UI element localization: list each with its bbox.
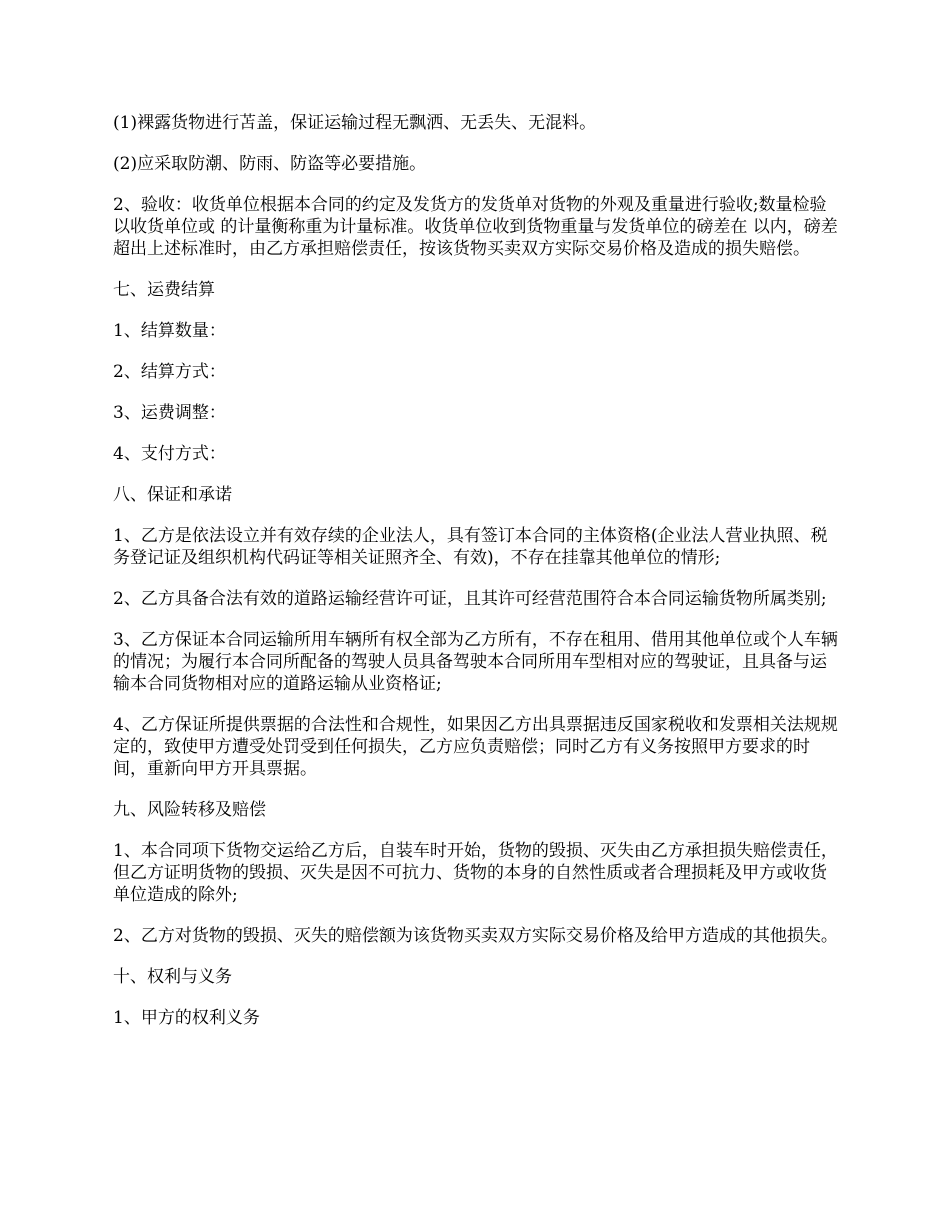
paragraph-risk-liability: 1、本合同项下货物交运给乙方后，自装车时开始，货物的毁损、灭失由乙方承担损失赔偿责任，但乙方证明货物的毁损、灭失是因不可抗力、货物的本身的自然性质或者合理损耗及甲方或收货单位造成的除外; (113, 841, 838, 905)
paragraph-payment-method: 4、支付方式： (113, 444, 226, 464)
document-body (113, 112, 843, 1048)
paragraph-guarantee-legal-entity: 1、乙方是依法设立并有效存续的企业法人，具有签订本合同的主体资格(企业法人营业执照、税务登记证及组织机构代码证等相关证照齐全、有效)，不存在挂靠其他单位的情形; (113, 526, 828, 568)
paragraph-guarantee-license: 2、乙方具备合法有效的道路运输经营许可证，且其许可经营范围符合本合同运输货物所属类别; (113, 589, 827, 609)
paragraph-cover-goods: (1)裸露货物进行苫盖，保证运输过程无飘洒、无丢失、无混料。 (113, 113, 597, 133)
section-heading-risk-transfer: 九、风险转移及赔偿 (113, 800, 266, 820)
section-heading-rights-obligations: 十、权利与义务 (113, 967, 232, 987)
section-heading-freight-settlement: 七、运费结算 (113, 280, 215, 300)
section-heading-guarantees: 八、保证和承诺 (113, 485, 232, 505)
paragraph-acceptance: 2、验收：收货单位根据本合同的约定及发货方的发货单对货物的外观及重量进行验收;数量检验以收货单位或 的计量衡称重为计量标准。收货单位收到货物重量与发货单位的磅差在 以内，磅差超出上述标准时，由乙方承担赔偿责任，按该货物买卖双方实际交易价格及造成的损失赔偿。 (113, 195, 838, 259)
paragraph-party-a-rights: 1、甲方的权利义务 (113, 1008, 260, 1028)
paragraph-freight-adjustment: 3、运费调整： (113, 403, 226, 423)
paragraph-protective-measures: (2)应采取防潮、防雨、防盗等必要措施。 (113, 154, 427, 174)
paragraph-guarantee-invoices: 4、乙方保证所提供票据的合法性和合规性，如果因乙方出具票据违反国家税收和发票相关法规规定的，致使甲方遭受处罚受到任何损失，乙方应负责赔偿；同时乙方有义务按照甲方要求的时间，重新向甲方开具票据。 (113, 715, 838, 779)
paragraph-guarantee-vehicles: 3、乙方保证本合同运输所用车辆所有权全部为乙方所有，不存在租用、借用其他单位或个人车辆的情况；为履行本合同所配备的驾驶人员具备驾驶本合同所用车型相对应的驾驶证，且具备与运输本合同货物相对应的道路运输从业资格证; (113, 630, 838, 694)
paragraph-settlement-method: 2、结算方式： (113, 362, 226, 382)
paragraph-compensation-amount: 2、乙方对货物的毁损、灭失的赔偿额为该货物买卖双方实际交易价格及给甲方造成的其他损失。 (113, 926, 838, 946)
paragraph-settlement-quantity: 1、结算数量： (113, 321, 226, 341)
